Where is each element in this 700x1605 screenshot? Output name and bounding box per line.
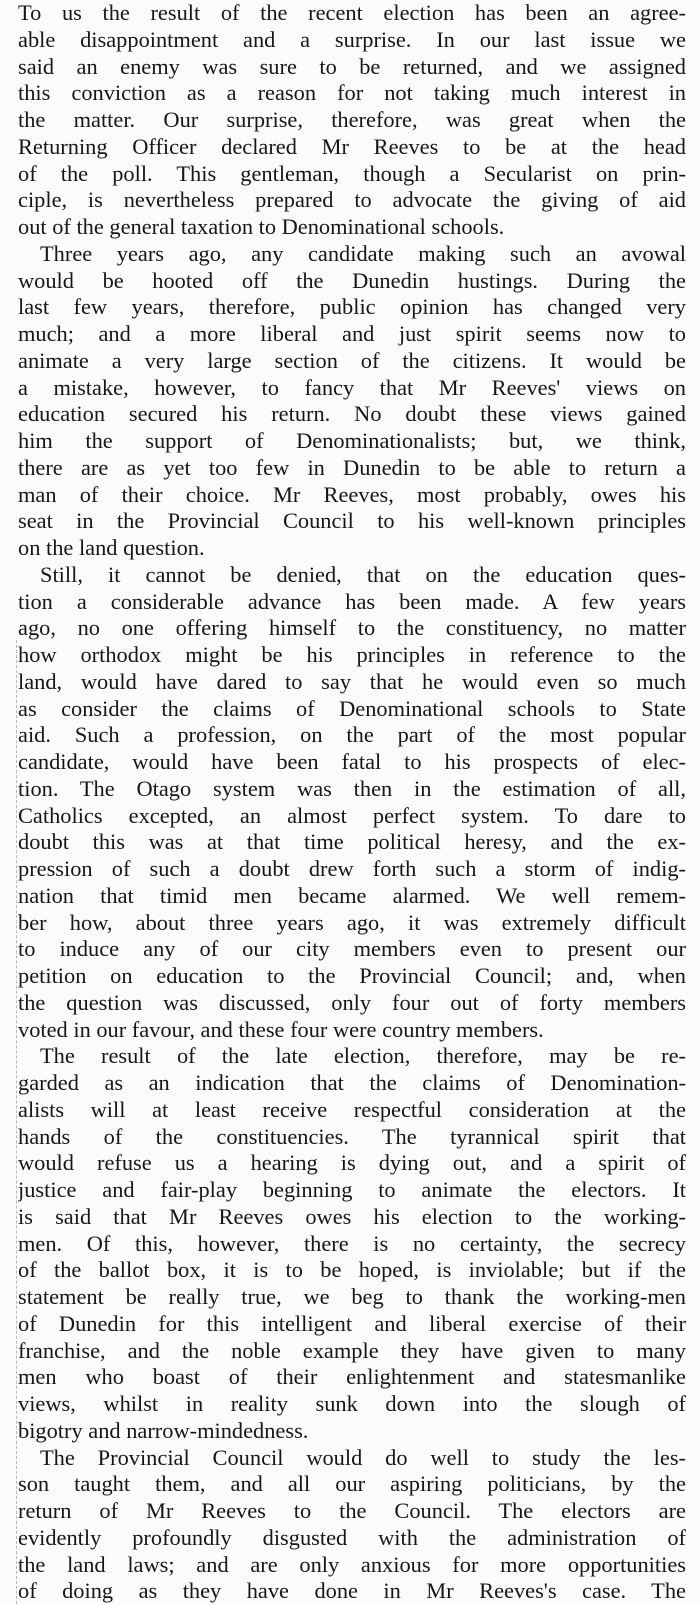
- paragraph: [18, 1043, 686, 1444]
- paragraph: [18, 562, 686, 1044]
- text-line: a mistake, however, to fancy that Mr Reeves' views on: [18, 375, 686, 402]
- text-line: men. Of this, however, there is no certainty, the secrecy: [18, 1231, 686, 1258]
- text-line: To us the result of the recent election has been an agree-: [18, 0, 686, 27]
- text-line: pression of such a doubt drew forth such a storm of indig-: [18, 856, 686, 883]
- text-line: tion a considerable advance has been made. A few years: [18, 589, 686, 616]
- text-line: The Provincial Council would do well to study the les-: [18, 1445, 686, 1472]
- text-line: bigotry and narrow-mindedness.: [18, 1418, 686, 1445]
- text-line: franchise, and the noble example they have given to many: [18, 1338, 686, 1365]
- text-line: of the ballot box, it is to be hoped, is inviolable; but if the: [18, 1257, 686, 1284]
- text-line: said an enemy was sure to be returned, and we assigned: [18, 54, 686, 81]
- text-line: the matter. Our surprise, therefore, was great when the: [18, 107, 686, 134]
- text-line: man of their choice. Mr Reeves, most probably, owes his: [18, 482, 686, 509]
- text-line: of the poll. This gentleman, though a Secularist on prin-: [18, 161, 686, 188]
- text-line: land, would have dared to say that he would even so much: [18, 669, 686, 696]
- text-line: ciple, is nevertheless prepared to advocate the giving of aid: [18, 187, 686, 214]
- text-line: Three years ago, any candidate making such an avowal: [18, 241, 686, 268]
- paragraph: [18, 1445, 686, 1605]
- text-line: The result of the late election, therefore, may be re-: [18, 1043, 686, 1070]
- text-line: is said that Mr Reeves owes his election to the working-: [18, 1204, 686, 1231]
- text-line: candidate, would have been fatal to his prospects of elec-: [18, 749, 686, 776]
- text-line: views, whilst in reality sunk down into the slough of: [18, 1391, 686, 1418]
- text-line: to induce any of our city members even to present our: [18, 936, 686, 963]
- text-line: doubt this was at that time political heresy, and the ex-: [18, 829, 686, 856]
- text-line: this conviction as a reason for not taking much interest in: [18, 80, 686, 107]
- text-line: him the support of Denominationalists; but, we think,: [18, 428, 686, 455]
- text-line: seat in the Provincial Council to his well-known principles: [18, 508, 686, 535]
- column-rule: [16, 640, 17, 1604]
- text-line: out of the general taxation to Denominational schools.: [18, 214, 686, 241]
- text-line: voted in our favour, and these four were country members.: [18, 1017, 686, 1044]
- text-line: of doing as they have done in Mr Reeves's case. The: [18, 1578, 686, 1605]
- text-line: able disappointment and a surprise. In our last issue we: [18, 27, 686, 54]
- text-line: on the land question.: [18, 535, 686, 562]
- text-line: Returning Officer declared Mr Reeves to be at the head: [18, 134, 686, 161]
- text-line: Still, it cannot be denied, that on the education ques-: [18, 562, 686, 589]
- article-column: [18, 0, 686, 1605]
- text-line: last few years, therefore, public opinion has changed very: [18, 294, 686, 321]
- text-line: return of Mr Reeves to the Council. The electors are: [18, 1498, 686, 1525]
- text-line: the land laws; and are only anxious for more opportunities: [18, 1552, 686, 1579]
- text-line: of Dunedin for this intelligent and liberal exercise of their: [18, 1311, 686, 1338]
- text-line: evidently profoundly disgusted with the administration of: [18, 1525, 686, 1552]
- text-line: garded as an indication that the claims of Denomination-: [18, 1070, 686, 1097]
- text-line: ber how, about three years ago, it was extremely difficult: [18, 910, 686, 937]
- text-line: ago, no one offering himself to the constituency, no matter: [18, 615, 686, 642]
- text-line: aid. Such a profession, on the part of the most popular: [18, 722, 686, 749]
- text-line: the question was discussed, only four out of forty members: [18, 990, 686, 1017]
- paragraph: [18, 241, 686, 562]
- text-line: tion. The Otago system was then in the estimation of all,: [18, 776, 686, 803]
- text-line: hands of the constituencies. The tyrannical spirit that: [18, 1124, 686, 1151]
- text-line: would refuse us a hearing is dying out, and a spirit of: [18, 1150, 686, 1177]
- text-line: petition on education to the Provincial Council; and, when: [18, 963, 686, 990]
- paragraph: [18, 0, 686, 241]
- text-line: education secured his return. No doubt these views gained: [18, 401, 686, 428]
- text-line: son taught them, and all our aspiring politicians, by the: [18, 1471, 686, 1498]
- text-line: men who boast of their enlightenment and statesmanlike: [18, 1364, 686, 1391]
- text-line: statement be really true, we beg to thank the working-men: [18, 1284, 686, 1311]
- text-line: nation that timid men became alarmed. We well remem-: [18, 883, 686, 910]
- text-line: animate a very large section of the citizens. It would be: [18, 348, 686, 375]
- text-line: justice and fair-play beginning to animate the electors. It: [18, 1177, 686, 1204]
- text-line: alists will at least receive respectful consideration at the: [18, 1097, 686, 1124]
- text-line: how orthodox might be his principles in reference to the: [18, 642, 686, 669]
- text-line: there are as yet too few in Dunedin to be able to return a: [18, 455, 686, 482]
- text-line: Catholics excepted, an almost perfect system. To dare to: [18, 803, 686, 830]
- text-line: as consider the claims of Denominational schools to State: [18, 696, 686, 723]
- text-line: would be hooted off the Dunedin hustings. During the: [18, 268, 686, 295]
- text-line: much; and a more liberal and just spirit seems now to: [18, 321, 686, 348]
